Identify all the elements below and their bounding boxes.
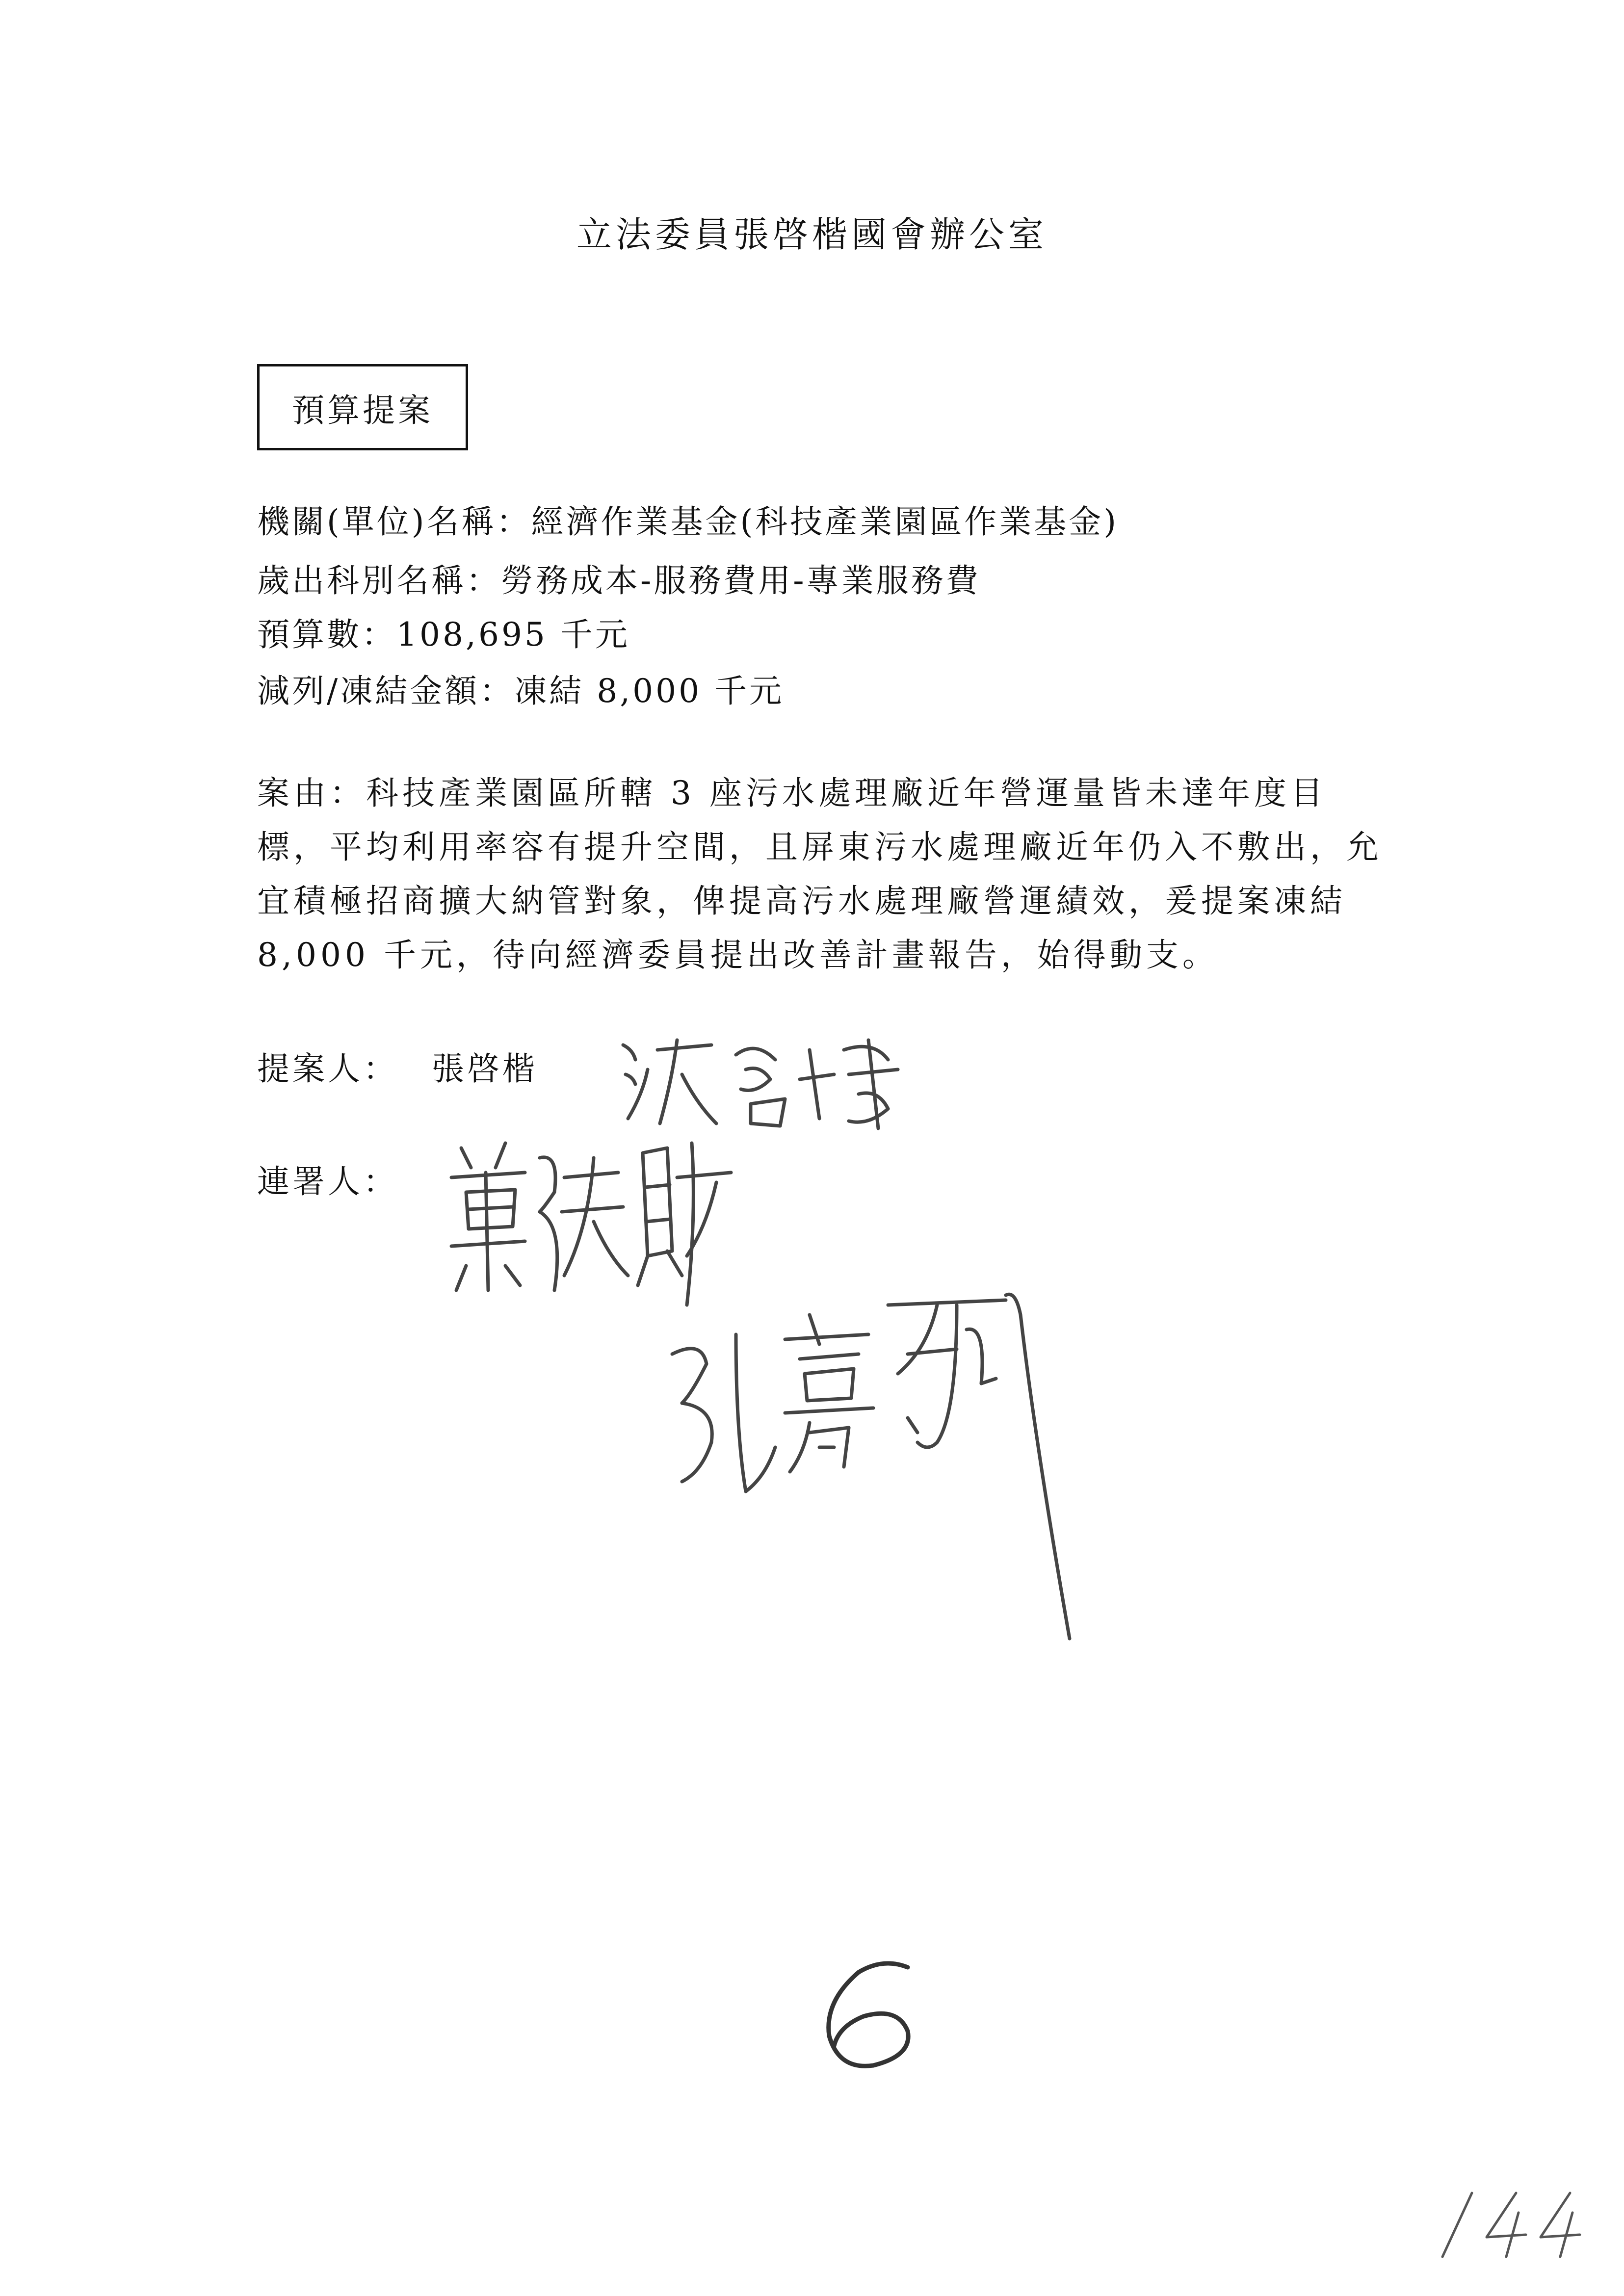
cosigner-signature-2 xyxy=(662,1285,1153,1658)
handwritten-page-mark xyxy=(810,1953,927,2077)
expense-item-field: 歲出科別名稱：勞務成本-服務費用-專業服務費 xyxy=(257,562,981,600)
handwritten-sheet-number xyxy=(1433,2183,1590,2269)
agency-field: 機關(單位)名稱：經濟作業基金(科技產業園區作業基金) xyxy=(257,503,1119,541)
proposer-name: 張啓楷 xyxy=(432,1050,538,1088)
freeze-amount-field: 減列/凍結金額：凍結 8,000 千元 xyxy=(257,672,785,710)
reason-paragraph: 案由：科技產業園區所轄 3 座污水處理廠近年營運量皆未達年度目標，平均利用率容有提升空間，且屏東污水處理廠近年仍入不敷出，允宜積極招商擴大納管對象，俾提高污水處理廠營運績效，爰提案凍結 8,000 千元，待向經濟委員提出改善計畫報告，始得動支。 xyxy=(257,774,1383,974)
doc-type-box xyxy=(257,364,468,450)
page-title: 立法委員張啓楷國會辦公室 xyxy=(576,214,1048,255)
proposer-label: 提案人： xyxy=(257,1050,398,1088)
doc-type-label: 預算提案 xyxy=(292,391,433,429)
budget-amount-field: 預算數：108,695 千元 xyxy=(257,616,630,653)
cosigner-label: 連署人： xyxy=(257,1163,398,1200)
proposer-signature xyxy=(613,1020,917,1138)
